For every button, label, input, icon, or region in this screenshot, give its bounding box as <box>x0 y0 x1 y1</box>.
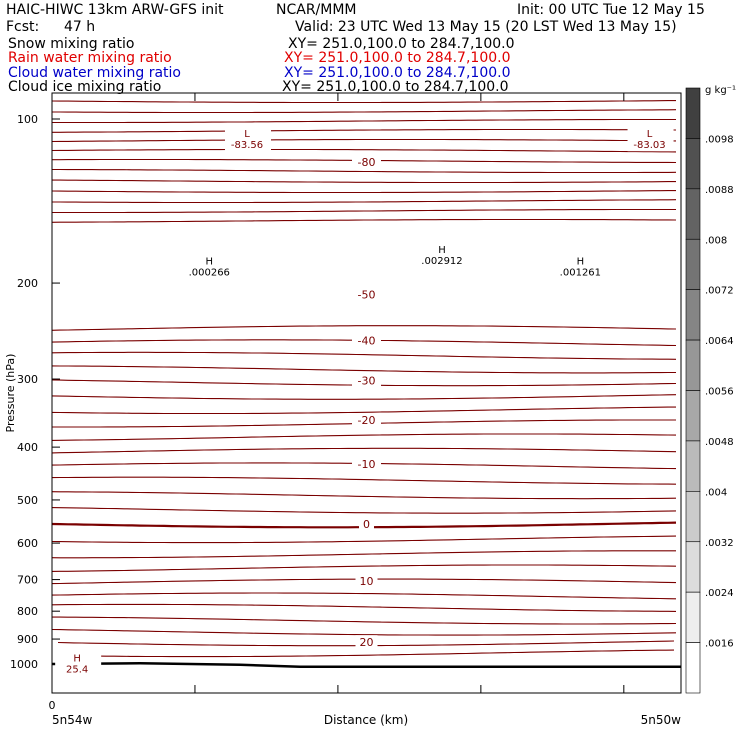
colorbar-label: .008 <box>705 235 728 247</box>
init-time: Init: 00 UTC Tue 12 May 15 <box>517 2 705 18</box>
y-tick-label: 1000 <box>10 658 38 671</box>
isotherm-line <box>58 650 674 657</box>
colorbar-label: .004 <box>705 487 728 499</box>
x-endpoint-left: 5n54w <box>52 713 93 727</box>
field-snow-name: Snow mixing ratio <box>8 36 135 52</box>
extremum-mark: H <box>205 256 214 268</box>
isotherm-line <box>52 407 676 413</box>
y-tick-label: 900 <box>17 633 38 647</box>
isotherm-line <box>52 477 676 484</box>
isotherm-line <box>52 210 676 213</box>
colorbar-segment <box>686 643 700 693</box>
colorbar-segment <box>686 290 700 340</box>
colorbar-segment <box>686 239 700 289</box>
colorbar-segment <box>686 441 700 491</box>
isotherm-line <box>52 551 676 558</box>
isotherm-line <box>52 120 676 123</box>
y-tick-label: 700 <box>17 573 38 587</box>
colorbar-label: .0032 <box>705 537 734 549</box>
isotherm-line <box>52 110 676 113</box>
isotherm-label: 10 <box>359 574 374 588</box>
x-tick-label-0: 0 <box>48 699 56 712</box>
isotherm-line <box>52 565 676 571</box>
extremum-value: .002912 <box>421 255 463 267</box>
y-tick-label: 400 <box>17 441 38 455</box>
isotherm-line <box>52 448 676 453</box>
isotherm-line <box>52 617 676 624</box>
extremum-value: .001261 <box>559 267 602 279</box>
colorbar-segment <box>686 340 700 390</box>
extremum-mark: H <box>438 244 446 256</box>
field-rain-xy: XY= 251.0,100.0 to 284.7,100.0 <box>284 50 511 66</box>
colorbar-label: .0088 <box>705 184 734 196</box>
isotherm-line <box>52 180 676 182</box>
isotherm-line <box>52 150 676 152</box>
isotherm-label: -30 <box>357 374 376 388</box>
org-label: NCAR/MMM <box>276 2 357 18</box>
y-tick-label: 600 <box>17 537 38 551</box>
isotherm-line <box>52 352 676 359</box>
isotherm-line <box>52 140 676 142</box>
extremum-mark: L <box>646 129 653 141</box>
x-axis-label: Distance (km) <box>323 713 409 727</box>
colorbar-label: .0056 <box>705 386 734 398</box>
isotherm-label: 0 <box>363 517 370 531</box>
isotherm-line <box>52 536 676 543</box>
extremum-mark: L <box>244 129 250 141</box>
valid-time: Valid: 23 UTC Wed 13 May 15 (20 LST Wed 13 May 15) <box>295 19 677 35</box>
extremum-value: .000266 <box>188 267 230 279</box>
fcst-value: 47 h <box>64 19 96 35</box>
extremum-value: 25.4 <box>66 664 89 676</box>
y-tick-label: 500 <box>17 493 38 507</box>
extremum-value: -83.56 <box>230 140 264 152</box>
field-snow-xy: XY= 251.0,100.0 to 284.7,100.0 <box>288 36 515 52</box>
colorbar-segment <box>686 88 700 138</box>
isotherm-line <box>52 508 676 514</box>
colorbar-segment <box>686 592 700 642</box>
field-cloud-ice-xy: XY= 251.0,100.0 to 284.7,100.0 <box>282 79 509 95</box>
field-cloud-ice-name: Cloud ice mixing ratio <box>8 79 162 95</box>
isotherm-label: -50 <box>357 288 376 302</box>
isotherm-line <box>52 170 676 173</box>
isotherm-label: -20 <box>357 414 376 428</box>
plot-frame <box>52 93 681 693</box>
colorbar-label: .0072 <box>705 285 734 297</box>
isotherm-line <box>52 492 676 499</box>
colorbar-label: .0098 <box>705 134 734 146</box>
y-tick-label: 100 <box>17 113 38 126</box>
extremum-mark: H <box>576 256 585 268</box>
isotherm-line <box>52 191 676 193</box>
field-cloud-water-xy: XY= 251.0,100.0 to 284.7,100.0 <box>284 65 511 81</box>
isotherm-label: 20 <box>359 636 374 650</box>
fcst-label: Fcst: <box>6 19 40 35</box>
extremum-mark: H <box>73 653 81 665</box>
isotherm-line <box>52 101 676 103</box>
colorbar-units: g kg⁻¹ <box>705 85 736 96</box>
isotherm-line <box>52 593 676 599</box>
colorbar-label: .0024 <box>705 588 734 600</box>
isotherm-line <box>52 366 676 373</box>
y-tick-label: 300 <box>17 373 38 387</box>
isotherm-line <box>52 220 676 223</box>
y-tick-label: 800 <box>17 605 38 619</box>
isotherm-line <box>52 604 676 611</box>
extremum-value: -83.03 <box>633 140 666 152</box>
colorbar-segment <box>686 542 700 592</box>
field-rain-name: Rain water mixing ratio <box>8 50 172 66</box>
colorbar-segment <box>686 491 700 541</box>
isotherm-line <box>52 395 676 400</box>
colorbar-segment <box>686 189 700 239</box>
isotherm-label: -80 <box>357 156 376 170</box>
y-tick-label: 200 <box>17 277 38 291</box>
colorbar-label: .0064 <box>705 336 734 348</box>
isotherm-line <box>52 200 676 203</box>
colorbar-segment <box>686 138 700 188</box>
colorbar-label: .0016 <box>705 638 734 650</box>
isotherm-line <box>52 130 676 133</box>
x-endpoint-right: 5n50w <box>640 713 681 727</box>
isotherm-line <box>52 434 676 440</box>
y-axis-label: Pressure (hPa) <box>4 353 17 433</box>
isotherm-line <box>52 326 676 331</box>
isotherm-label: -10 <box>357 458 376 472</box>
colorbar-label: .0048 <box>705 436 734 448</box>
model-title: HAIC-HIWC 13km ARW-GFS init <box>6 2 224 18</box>
isotherm-label: -40 <box>357 334 376 348</box>
isotherm-line <box>52 630 676 636</box>
ground-surface-line <box>52 663 681 667</box>
colorbar-segment <box>686 391 700 441</box>
field-cloud-water-name: Cloud water mixing ratio <box>8 65 181 81</box>
